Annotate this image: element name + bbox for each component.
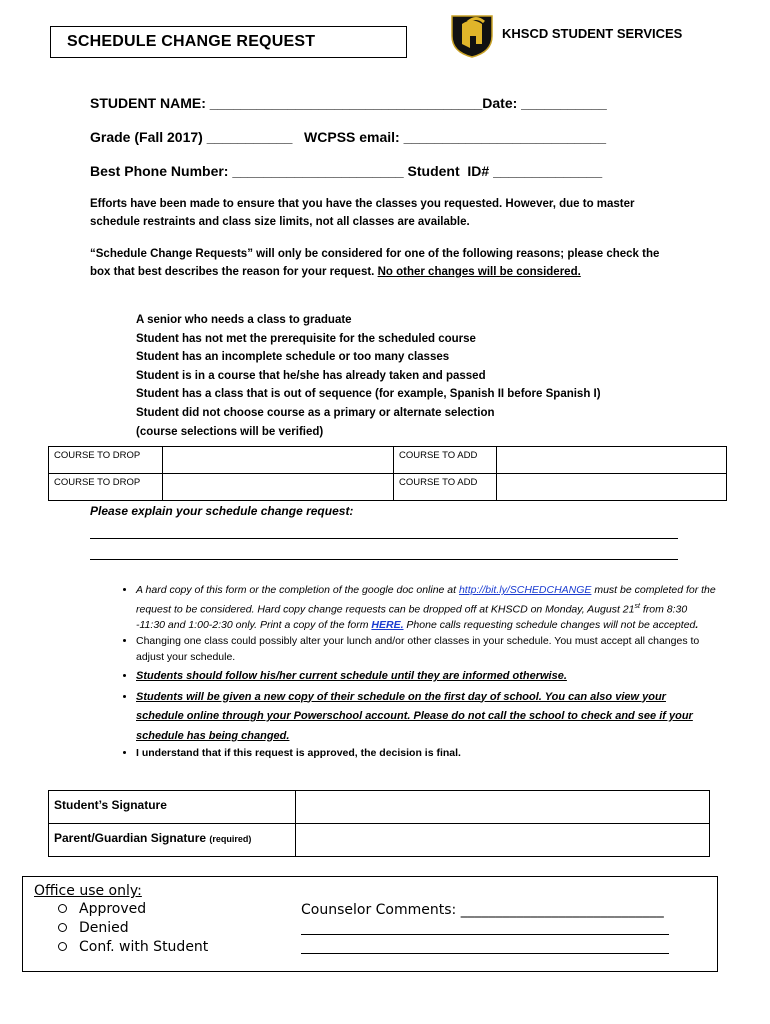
intro-paragraph: Efforts have been made to ensure that you have the classes you requested. However, due to master schedule restraints and class size limits, not all classes are available. bbox=[90, 198, 635, 228]
course-drop-label: COURSE TO DROP bbox=[49, 474, 163, 501]
phone-id-line[interactable]: Best Phone Number: ______________________ Student ID# ______________ bbox=[90, 163, 603, 179]
note-text: Phone calls requesting schedule changes will not be accepted bbox=[403, 618, 696, 631]
list-item bbox=[136, 583, 716, 633]
note-text: must be completed for the request to be considered. Hard copy change requests can be dropped off at KHSCD on Monday, August 21 bbox=[136, 584, 716, 615]
reason-item[interactable]: A senior who needs a class to graduate bbox=[136, 314, 352, 326]
option-label: Denied bbox=[79, 920, 129, 936]
option-conf-with-student[interactable] bbox=[58, 939, 208, 955]
page-title: SCHEDULE CHANGE REQUEST bbox=[67, 33, 316, 50]
table-row bbox=[49, 447, 727, 474]
notes-list bbox=[100, 583, 716, 762]
counselor-comments bbox=[301, 902, 664, 918]
note-text: A hard copy of this form or the completion of the google doc online at bbox=[136, 584, 459, 596]
course-add-label: COURSE TO ADD bbox=[394, 474, 497, 501]
google-doc-link[interactable]: http://bit.ly/SCHEDCHANGE bbox=[458, 584, 592, 596]
explain-line[interactable] bbox=[90, 538, 678, 539]
list-item: • Changing one class could possibly alter your lunch and/or other classes in your schedule. You must accept all changes to adjust your schedule. bbox=[136, 634, 716, 665]
spartan-helmet-icon bbox=[450, 14, 494, 58]
counselor-comments-line[interactable] bbox=[301, 934, 669, 935]
note-text: from 8:30 -11:30 and 1:00-2:30 only. Print a copy of the form bbox=[136, 603, 688, 631]
title-box bbox=[50, 26, 407, 58]
reason-item[interactable]: Student has an incomplete schedule or too many classes bbox=[136, 351, 450, 364]
required-note: (required) bbox=[209, 834, 252, 844]
table-row bbox=[49, 474, 727, 501]
reason-item[interactable]: Student did not choose course as a primary or alternate selection bbox=[136, 407, 495, 419]
explain-label: Please explain your schedule change request: bbox=[90, 504, 354, 518]
counselor-comments-label: Counselor Comments: bbox=[301, 902, 461, 918]
course-add-field[interactable] bbox=[497, 474, 727, 501]
office-use-title: Office use only: bbox=[34, 883, 142, 899]
student-name-date-line[interactable]: STUDENT NAME: ___________________________________Date: ___________ bbox=[90, 95, 607, 111]
explain-line[interactable] bbox=[90, 559, 678, 560]
radio-circle-icon bbox=[58, 923, 67, 932]
radio-circle-icon bbox=[58, 904, 67, 913]
student-signature-label: Student’s Signature bbox=[49, 791, 296, 824]
grade-email-line[interactable]: Grade (Fall 2017) ___________ WCPSS email: __________________________ bbox=[90, 129, 607, 145]
counselor-comments-blank[interactable]: _____________________________ bbox=[460, 902, 664, 918]
option-denied[interactable] bbox=[58, 920, 129, 936]
option-label: Approved bbox=[79, 901, 147, 917]
note-superscript: st bbox=[634, 602, 640, 610]
reasons-instructions-text: “Schedule Change Requests” will only be considered for one of the following reasons; please check the box that best describes the reason for your request. bbox=[90, 248, 660, 278]
list-item: • Students should follow his/her current schedule until they are informed otherwise. bbox=[136, 667, 716, 687]
option-approved[interactable] bbox=[58, 901, 146, 917]
course-drop-label: COURSE TO DROP bbox=[49, 447, 163, 474]
table-row bbox=[49, 824, 710, 857]
course-table bbox=[48, 446, 727, 501]
reason-item[interactable]: Student has not met the prerequisite for the scheduled course bbox=[136, 332, 476, 345]
department-name: KHSCD STUDENT SERVICES bbox=[502, 26, 683, 41]
signature-table bbox=[48, 790, 710, 857]
course-drop-field[interactable] bbox=[163, 447, 394, 474]
reason-item-note: (course selections will be verified) bbox=[136, 425, 324, 438]
parent-signature-field[interactable] bbox=[296, 824, 710, 857]
counselor-comments-line[interactable] bbox=[301, 953, 669, 954]
parent-signature-text: Parent/Guardian Signature bbox=[54, 831, 207, 845]
course-add-label: COURSE TO ADD bbox=[394, 447, 497, 474]
note-text: . bbox=[695, 618, 699, 631]
table-row bbox=[49, 791, 710, 824]
here-link[interactable]: HERE. bbox=[371, 618, 404, 631]
course-drop-field[interactable] bbox=[163, 474, 394, 501]
student-signature-field[interactable] bbox=[296, 791, 710, 824]
reasons-instructions bbox=[90, 245, 670, 281]
radio-circle-icon bbox=[58, 942, 67, 951]
reason-item[interactable]: Student has a class that is out of sequence (for example, Spanish II before Spanish I) bbox=[136, 388, 601, 401]
no-other-changes-note: No other changes will be considered. bbox=[377, 266, 581, 278]
reason-item[interactable]: Student is in a course that he/she has already taken and passed bbox=[136, 369, 486, 382]
list-item: • I understand that if this request is approved, the decision is final. bbox=[136, 746, 716, 762]
list-item: • Students will be given a new copy of their schedule on the first day of school. You can also view your schedule online through your Powerschool account. Please do not call the school to check and see if your schedule has being changed. bbox=[136, 688, 716, 747]
course-add-field[interactable] bbox=[497, 447, 727, 474]
option-label: Conf. with Student bbox=[79, 939, 209, 955]
parent-signature-label bbox=[49, 824, 296, 857]
